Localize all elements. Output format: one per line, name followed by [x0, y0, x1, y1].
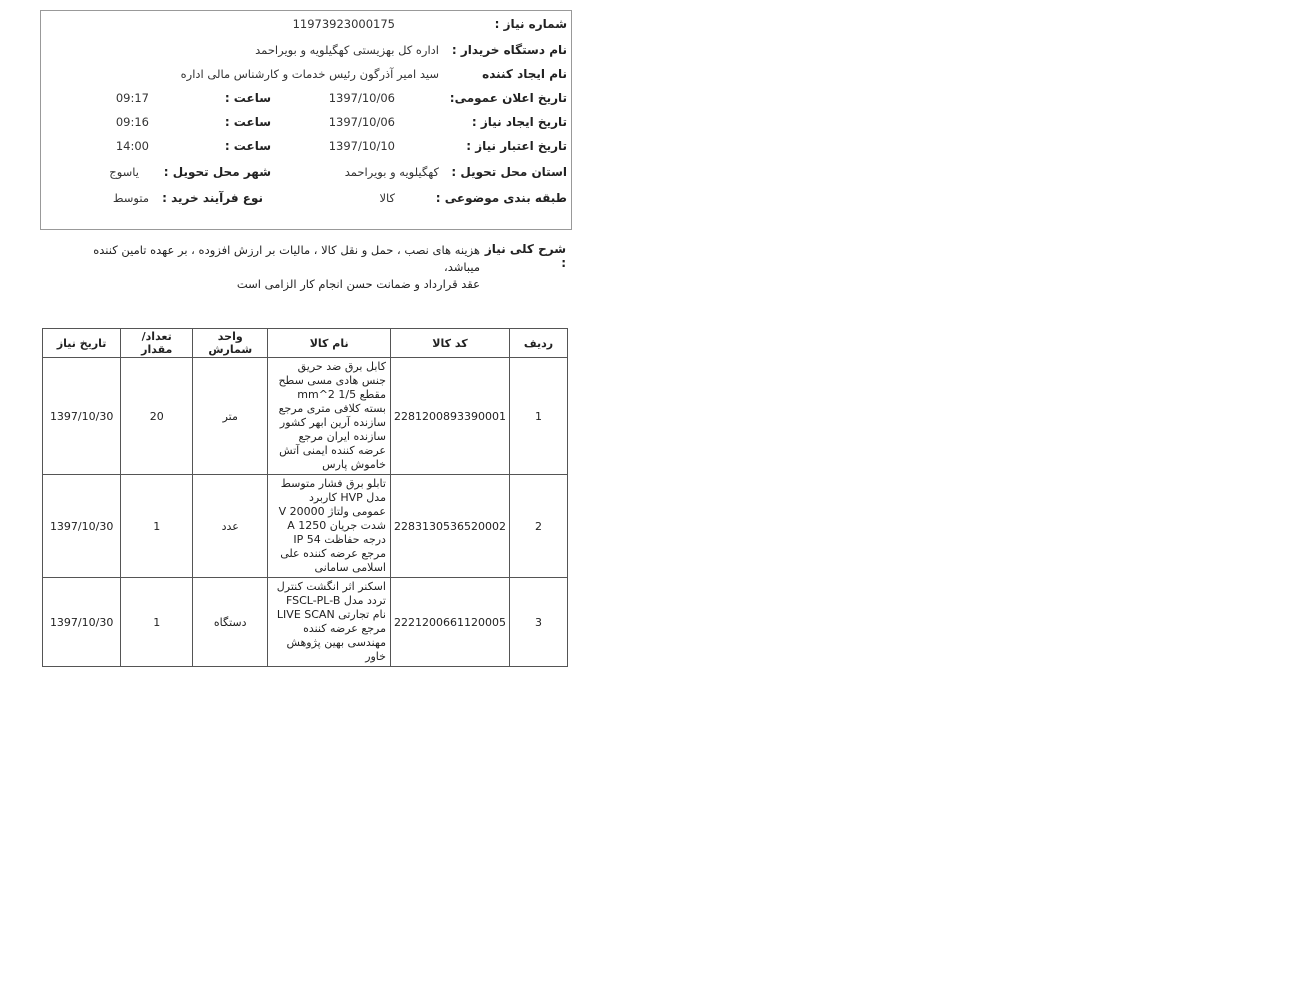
city-value: یاسوج [109, 165, 139, 179]
cell-row: 1 [509, 358, 567, 475]
announce-time-label: ساعت : [224, 91, 271, 105]
validity-date-label: تاریخ اعتبار نیاز : [466, 139, 567, 153]
need-number-value: 11973923000175 [292, 17, 395, 31]
table-row [43, 358, 568, 475]
validity-time-label: ساعت : [224, 139, 271, 153]
col-name: نام کالا [268, 329, 391, 358]
items-table-left [42, 328, 568, 667]
cell-code: 2283130536520002 [390, 475, 509, 578]
cell-qty: 1 [121, 578, 193, 667]
cell-unit: متر [193, 358, 268, 475]
description-line-1: هزینه های نصب ، حمل و نقل کالا ، مالیات بر ارزش افزوده ، بر عهده تامین کننده میباشد، [93, 243, 480, 274]
cell-row: 2 [509, 475, 567, 578]
items-table-left-body [43, 358, 568, 667]
create-time-label: ساعت : [224, 115, 271, 129]
process-label: نوع فرآیند خرید : [162, 191, 263, 205]
validity-date-value: 1397/10/10 [328, 139, 395, 153]
cell-name: کابل برق ضد حریق جنس هادی مسی سطح مقطع 1/5 mm^2 بسته کلافی متری مرجع سازنده آرین ابهر کشور سازنده ایران مرجع عرضه کننده ایمنی آتش خاموش پارس [268, 358, 391, 475]
description-text [60, 242, 480, 293]
cell-row: 3 [509, 578, 567, 667]
category-value: کالا [379, 191, 395, 205]
buyer-value: اداره کل بهزیستی کهگیلویه و بویراحمد [255, 43, 439, 57]
category-label: طبقه بندی موضوعی : [435, 191, 567, 205]
col-row: ردیف [509, 329, 567, 358]
table-row [43, 578, 568, 667]
cell-qty: 1 [121, 475, 193, 578]
col-qty: تعداد/ مقدار [121, 329, 193, 358]
cell-qty: 20 [121, 358, 193, 475]
col-date: تاریخ نیاز [43, 329, 121, 358]
create-date-value: 1397/10/06 [328, 115, 395, 129]
cell-unit: عدد [193, 475, 268, 578]
announce-date-value: 1397/10/06 [328, 91, 395, 105]
cell-date: 1397/10/30 [43, 358, 121, 475]
create-date-label: تاریخ ایجاد نیاز : [471, 115, 567, 129]
cell-name: اسکنر اثر انگشت کنترل تردد مدل FSCL-PL-B نام تجارتی LIVE SCAN مرجع عرضه کننده مهندسی بهین پژوهش خاور [268, 578, 391, 667]
creator-value: سید امیر آذرگون رئیس خدمات و کارشناس مالی اداره [180, 67, 439, 81]
city-label: شهر محل تحویل : [163, 165, 271, 179]
table-row [43, 475, 568, 578]
description-label: شرح کلی نیاز : [484, 242, 566, 270]
buyer-label: نام دستگاه خریدار : [451, 43, 567, 57]
cell-date: 1397/10/30 [43, 475, 121, 578]
cell-unit: دستگاه [193, 578, 268, 667]
creator-label: نام ایجاد کننده [482, 67, 567, 81]
create-time-value: 09:16 [115, 115, 149, 129]
col-unit: واحد شمارش [193, 329, 268, 358]
province-value: کهگیلویه و بویراحمد [344, 165, 439, 179]
description-line-2: عقد قرارداد و ضمانت حسن انجام کار الزامی است [236, 277, 480, 291]
tender-info-box [40, 10, 572, 230]
process-value: متوسط [112, 191, 149, 205]
cell-code: 2221200661120005 [390, 578, 509, 667]
cell-date: 1397/10/30 [43, 578, 121, 667]
cell-name: تابلو برق فشار متوسط مدل HVP کاربرد عمومی ولتاژ 20000 V شدت جریان 1250 A درجه حفاظت IP 54 مرجع عرضه کننده علی اسلامی سامانی [268, 475, 391, 578]
announce-time-value: 09:17 [115, 91, 149, 105]
province-label: استان محل تحویل : [451, 165, 567, 179]
cell-code: 2281200893390001 [390, 358, 509, 475]
need-number-label: شماره نیاز : [494, 17, 567, 31]
announce-date-label: تاریخ اعلان عمومی: [449, 91, 567, 105]
col-code: کد کالا [390, 329, 509, 358]
validity-time-value: 14:00 [115, 139, 149, 153]
